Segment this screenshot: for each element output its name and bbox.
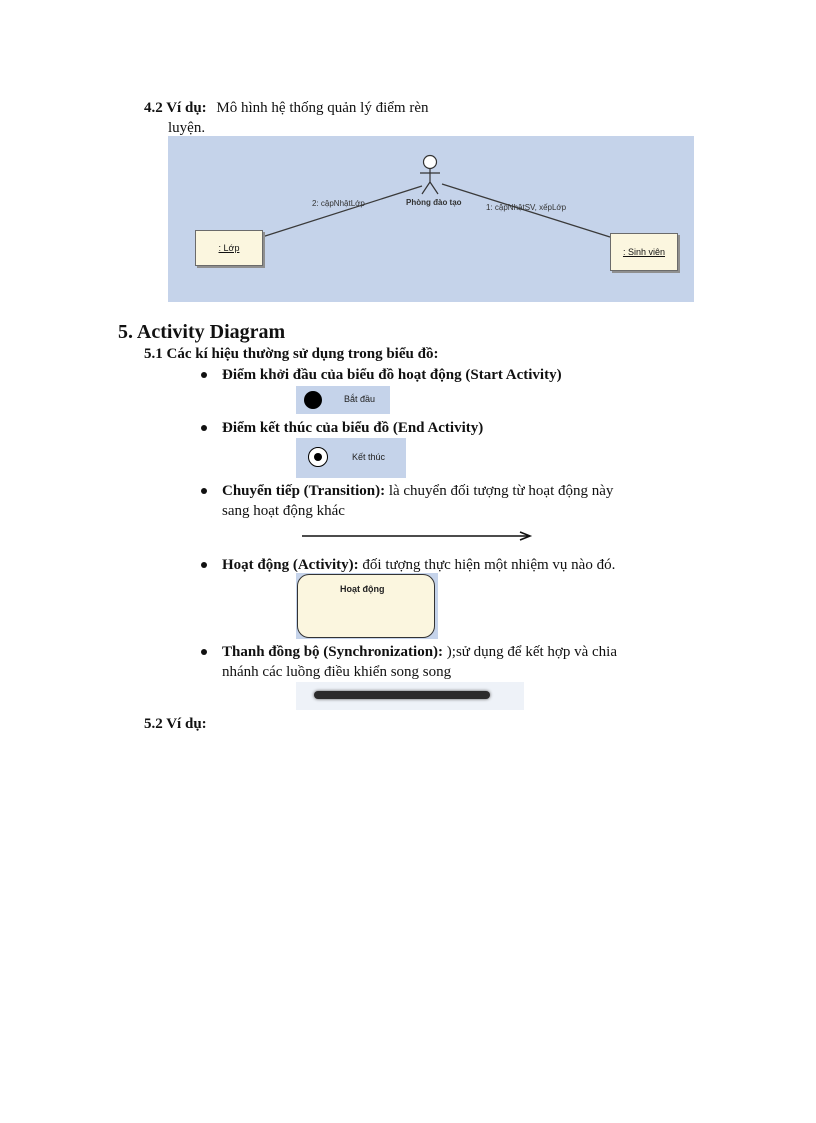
message-right: 1: cậpNhậtSV, xếpLớp — [486, 203, 567, 212]
item-start-label: Điểm khởi đầu của biểu đồ hoạt động (Start Activity) — [222, 367, 562, 383]
item-sync-label: Thanh đồng bộ (Synchronization): — [222, 644, 444, 660]
sync-bar-icon — [314, 691, 490, 699]
item-sync — [222, 642, 617, 662]
start-swatch — [296, 386, 390, 414]
subsection-5-1: 5.1 Các kí hiệu thường sử dụng trong biểu đồ: — [144, 346, 439, 362]
item-transition-label: Chuyển tiếp (Transition): — [222, 483, 386, 499]
bullet-icon — [201, 372, 207, 378]
item-sync-desc-2: nhánh các luồng điều khiển song song — [222, 664, 452, 680]
object-sinh-vien-label: : Sinh viên — [622, 247, 666, 257]
section-title: 5. Activity Diagram — [118, 321, 286, 343]
bullet-icon — [201, 425, 207, 431]
transition-arrow-icon — [302, 530, 534, 542]
collaboration-diagram — [168, 136, 694, 302]
end-swatch — [296, 438, 406, 478]
subsection-5-2: 5.2 Ví dụ: — [144, 716, 207, 732]
end-node-icon — [308, 447, 328, 467]
actor-icon — [420, 156, 440, 195]
start-swatch-label: Bắt đầu — [344, 394, 376, 404]
bullet-icon — [201, 649, 207, 655]
sync-swatch — [296, 682, 524, 710]
example-heading-label: 4.2 Ví dụ: — [144, 100, 207, 116]
item-end-label: Điểm kết thúc của biểu đồ (End Activity) — [222, 420, 484, 436]
object-lop-label: : Lớp — [218, 243, 240, 253]
bullet-icon — [201, 488, 207, 494]
item-transition — [222, 481, 613, 501]
item-transition-desc-2: sang hoạt động khác — [222, 503, 345, 519]
activity-swatch-label: Hoạt động — [340, 584, 385, 594]
object-sinh-vien — [610, 233, 678, 271]
item-activity-desc: đối tượng thực hiện một nhiệm vụ nào đó. — [358, 557, 616, 573]
item-activity — [222, 555, 615, 575]
collaboration-diagram-lines — [168, 136, 694, 302]
example-heading-text: Mô hình hệ thống quản lý điểm rèn — [216, 100, 429, 116]
bullet-icon — [201, 562, 207, 568]
end-swatch-label: Kết thúc — [352, 452, 386, 462]
start-node-icon — [304, 391, 322, 409]
example-heading — [144, 98, 428, 118]
item-sync-desc: );sử dụng để kết hợp và chia — [443, 644, 617, 660]
message-left: 2: cậpNhậtLớp — [312, 199, 365, 208]
activity-swatch — [296, 573, 438, 639]
example-heading-continued: luyện. — [168, 120, 206, 136]
item-activity-label: Hoạt động (Activity): — [222, 557, 359, 573]
item-transition-desc: là chuyển đối tượng từ hoạt động này — [385, 483, 614, 499]
actor-name: Phòng đào tạo — [406, 198, 462, 207]
object-lop — [195, 230, 263, 266]
